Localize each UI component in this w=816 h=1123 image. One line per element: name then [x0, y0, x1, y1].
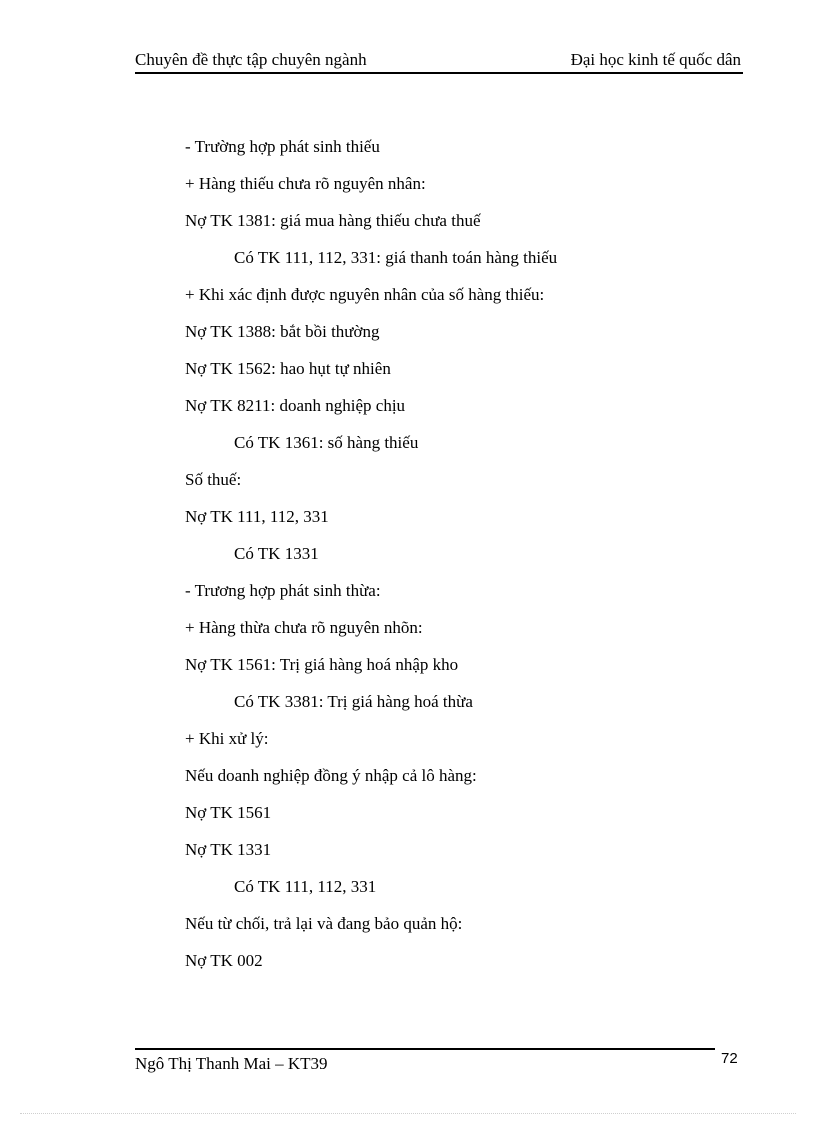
text-line: Nợ TK 002 — [185, 951, 263, 970]
text-line-indented: Có TK 111, 112, 331 — [234, 877, 377, 896]
text-line: Nợ TK 111, 112, 331 — [185, 507, 329, 526]
footer-rule — [135, 1048, 715, 1050]
text-line-indented: Có TK 1331 — [234, 544, 319, 563]
text-line: Nợ TK 1562: hao hụt tự nhiên — [185, 359, 391, 378]
text-line-indented: Có TK 3381: Trị giá hàng hoá thừa — [234, 692, 473, 711]
text-line: + Hàng thừa chưa rõ nguyên nhõn: — [185, 618, 423, 637]
header-left-title: Chuyên đề thực tập chuyên ngành — [135, 50, 367, 69]
text-line: Nếu từ chối, trả lại và đang bảo quản hộ: — [185, 914, 463, 933]
footer-author: Ngô Thị Thanh Mai – KT39 — [135, 1054, 328, 1073]
text-line: - Trường hợp phát sinh thiếu — [185, 137, 380, 156]
text-line: + Khi xác định được nguyên nhân của số hàng thiếu: — [185, 285, 545, 304]
text-line: Nợ TK 1388: bắt bồi thường — [185, 322, 380, 341]
text-line: Nợ TK 1331 — [185, 840, 272, 859]
text-line: + Hàng thiếu chưa rõ nguyên nhân: — [185, 174, 426, 193]
header-right-title: Đại học kinh tế quốc dân — [570, 50, 741, 69]
text-line: Nợ TK 1561: Trị giá hàng hoá nhập kho — [185, 655, 459, 674]
text-line-indented: Có TK 111, 112, 331: giá thanh toán hàng thiếu — [234, 248, 558, 267]
text-line: + Khi xử lý: — [185, 729, 269, 748]
text-line: Nợ TK 1561 — [185, 803, 272, 822]
text-line: - Trương hợp phát sinh thừa: — [185, 581, 381, 600]
text-line: Số thuế: — [185, 470, 242, 489]
text-line: Nợ TK 1381: giá mua hàng thiếu chưa thuế — [185, 211, 481, 230]
page-edge-divider — [20, 1113, 796, 1114]
text-line-indented: Có TK 1361: số hàng thiếu — [234, 433, 419, 452]
text-line: Nếu doanh nghiệp đồng ý nhập cả lô hàng: — [185, 766, 477, 785]
text-line: Nợ TK 8211: doanh nghiệp chịu — [185, 396, 406, 415]
page-number: 72 — [721, 1050, 738, 1067]
